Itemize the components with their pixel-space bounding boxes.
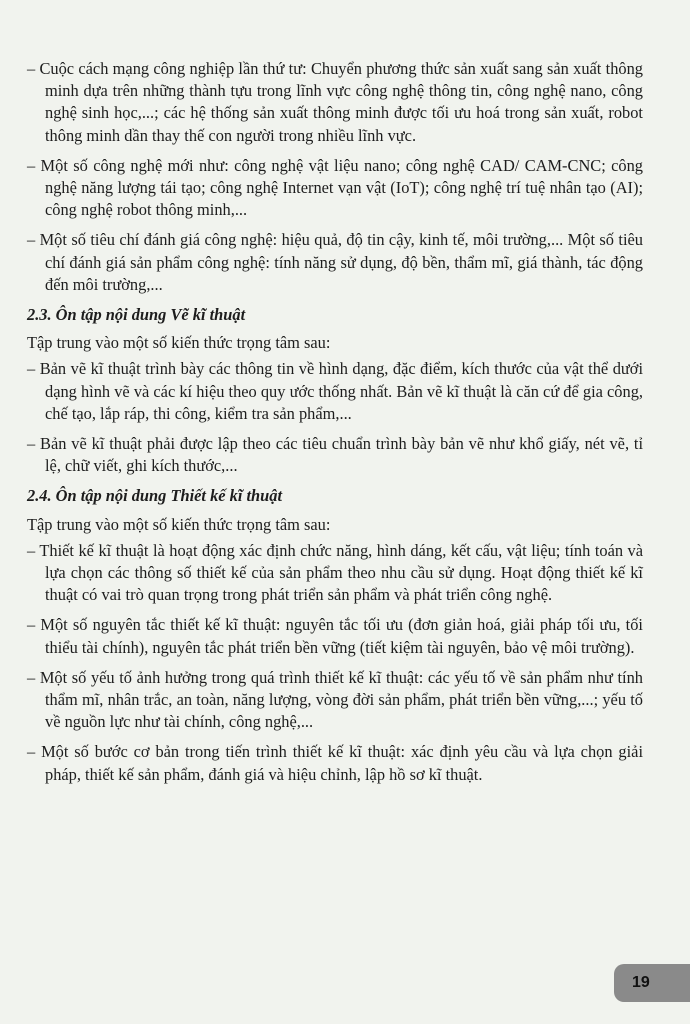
intro-2-3: Tập trung vào một số kiến thức trọng tâm sau:: [27, 333, 331, 353]
bullet-design-steps: – Một số bước cơ bản trong tiến trình thiết kế kĩ thuật: xác định yêu cầu và lựa chọn giải pháp, thiết kế sản phẩm, đánh giá và hiệu chỉnh, lập hồ sơ kĩ thuật.: [27, 742, 643, 784]
page-number-tab: [614, 964, 690, 1002]
bullet-design-factors: – Một số yếu tố ảnh hưởng trong quá trình thiết kế kĩ thuật: các yếu tố về sản phẩm như tính thẩm mĩ, nhân trắc, an toàn, năng lượng, vòng đời sản phẩm, phát triển bền vững,...; yếu tố về nguồn lực như tài chính, công nghệ,...: [27, 667, 643, 732]
intro-2-4: Tập trung vào một số kiến thức trọng tâm sau:: [27, 514, 331, 534]
bullet-technical-design: – Thiết kế kĩ thuật là hoạt động xác định chức năng, hình dáng, kết cấu, vật liệu; tính toán và lựa chọn các thông số thiết kế của sản phẩm theo nhu cầu sử dụng. Hoạt động thiết kế kĩ thuật có vai trò quan trọng trong phát triển sản phẩm và phát triển công nghệ.: [27, 540, 643, 605]
page-content: [27, 58, 643, 794]
page-number: 19: [632, 974, 650, 991]
heading-2-4: 2.4. Ôn tập nội dung Thiết kế kĩ thuật: [27, 486, 283, 506]
bullet-design-principles: – Một số nguyên tắc thiết kế kĩ thuật: nguyên tắc tối ưu (đơn giản hoá, giải pháp tối ưu, tối thiểu tài chính), nguyên tắc phát triển bền vững (tiết kiệm tài nguyên, bảo vệ môi trường).: [27, 615, 643, 657]
bullet-drawing-standards: – Bản vẽ kĩ thuật phải được lập theo các tiêu chuẩn trình bày bản vẽ như khổ giấy, nét vẽ, tỉ lệ, chữ viết, ghi kích thước,...: [27, 434, 643, 476]
bullet-new-technologies: – Một số công nghệ mới như: công nghệ vật liệu nano; công nghệ CAD/ CAM-CNC; công nghệ năng lượng tái tạo; công nghệ Internet vạn vật (IoT); công nghệ trí tuệ nhân tạo (AI); công nghệ robot thông minh,...: [27, 155, 643, 220]
heading-2-3: 2.3. Ôn tập nội dung Vẽ kĩ thuật: [27, 305, 246, 325]
bullet-evaluation-criteria: – Một số tiêu chí đánh giá công nghệ: hiệu quả, độ tin cậy, kinh tế, môi trường,... Một số tiêu chí đánh giá sản phẩm công nghệ: tính năng sử dụng, độ bền, thẩm mĩ, giá thành, tác động đến môi trường,...: [27, 230, 643, 294]
bullet-industry-revolution: – Cuộc cách mạng công nghiệp lần thứ tư: Chuyển phương thức sản xuất sang sản xuất thông minh dựa trên những thành tựu trong lĩnh vực công nghệ thông tin, công nghệ nano, công nghệ sinh học,...; các hệ thống sản xuất thông minh được tối ưu hoá trong sản xuất, robot thông minh dần thay thế con người trong nhiều lĩnh vực.: [27, 59, 643, 145]
bullet-technical-drawing: – Bản vẽ kĩ thuật trình bày các thông tin về hình dạng, đặc điểm, kích thước của vật thể dưới dạng hình vẽ và các kí hiệu theo quy ước thống nhất. Bản vẽ kĩ thuật là căn cứ để gia công, chế tạo, lắp ráp, thi công, kiểm tra sản phẩm,...: [27, 359, 643, 423]
